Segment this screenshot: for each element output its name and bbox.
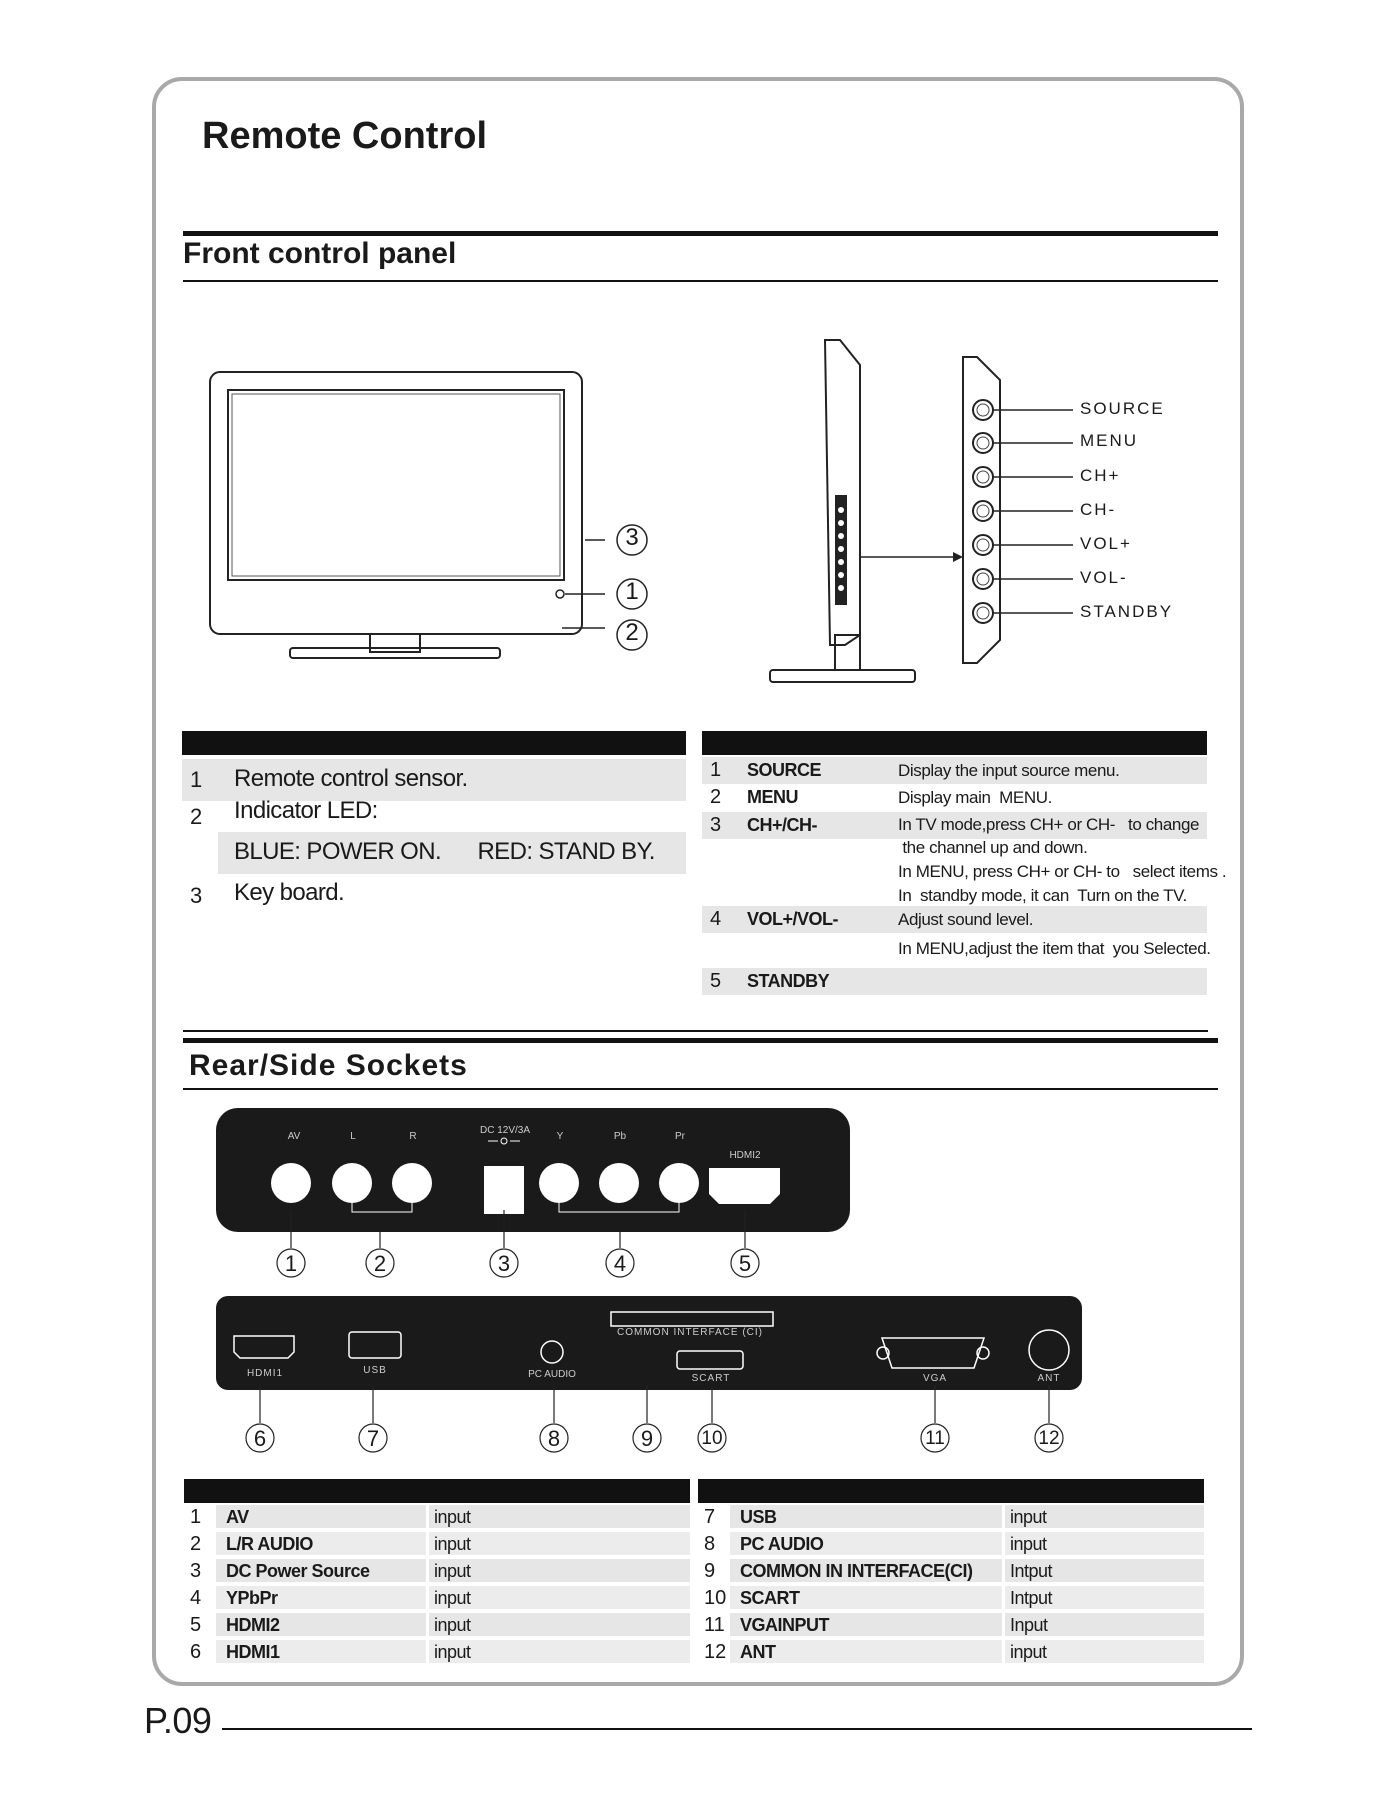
front-left-table-header	[182, 731, 686, 755]
section-rule-top	[183, 231, 1218, 236]
socket-name: HDMI2	[226, 1615, 280, 1635]
row-number: 12	[704, 1641, 727, 1663]
socket-type: Intput	[1010, 1588, 1053, 1608]
side-label-source: SOURCE	[1080, 399, 1165, 418]
socket-type: input	[1010, 1507, 1047, 1527]
cell-divider	[426, 1505, 429, 1528]
socket-type: input	[434, 1615, 471, 1635]
socket-type: input	[1010, 1534, 1047, 1554]
callout-2: 2	[625, 619, 639, 646]
socket-name: AV	[226, 1507, 249, 1527]
socket-name: VGAINPUT	[740, 1615, 830, 1635]
socket-name: ANT	[740, 1642, 776, 1662]
cell-divider	[426, 1586, 429, 1609]
socket-type: input	[434, 1534, 471, 1554]
row-number: 10	[704, 1587, 727, 1609]
cell-divider	[1002, 1640, 1005, 1663]
page-title: Remote Control	[202, 115, 487, 157]
rear-right-table-header	[698, 1479, 1204, 1503]
side-label-vol-plus: VOL+	[1080, 534, 1132, 553]
callout-3: 3	[625, 524, 639, 551]
row-number: 5	[190, 1614, 202, 1636]
row-number: 2	[190, 1533, 202, 1555]
cell-divider	[1002, 1559, 1005, 1582]
tv-side-illustration	[765, 335, 1035, 695]
cell-divider	[1002, 1532, 1005, 1555]
cell-divider	[426, 1640, 429, 1663]
row-number: 8	[704, 1533, 716, 1555]
socket-name: SCART	[740, 1588, 800, 1608]
socket-type: input	[434, 1507, 471, 1527]
socket-name: USB	[740, 1507, 777, 1527]
side-label-vol-minus: VOL-	[1080, 568, 1128, 587]
footer-rule	[222, 1728, 1252, 1730]
socket-name: L/R AUDIO	[226, 1534, 313, 1554]
table-row	[730, 1505, 1204, 1528]
cell-divider	[426, 1532, 429, 1555]
section-divider	[183, 1030, 1208, 1032]
front-panel-heading: Front control panel	[183, 237, 457, 270]
socket-type: Input	[1010, 1615, 1048, 1635]
socket-type: Intput	[1010, 1561, 1053, 1581]
section-rule-bottom	[183, 1088, 1218, 1090]
cell-divider	[426, 1559, 429, 1582]
row-number: 7	[704, 1506, 716, 1528]
side-label-standby: STANDBY	[1080, 602, 1174, 621]
rear-left-table-header	[184, 1479, 690, 1503]
socket-name: YPbPr	[226, 1588, 278, 1608]
cell-divider	[1002, 1613, 1005, 1636]
cell-divider	[426, 1613, 429, 1636]
socket-name: DC Power Source	[226, 1561, 370, 1581]
socket-name: PC AUDIO	[740, 1534, 824, 1554]
page-number: P.09	[144, 1700, 212, 1741]
row-number: 9	[704, 1560, 716, 1582]
side-label-ch-minus: CH-	[1080, 500, 1117, 519]
section-rule-top	[183, 1038, 1218, 1043]
row-number: 3	[190, 1560, 202, 1582]
callout-1: 1	[625, 578, 639, 605]
front-right-table-header	[702, 731, 1207, 755]
row-number: 6	[190, 1641, 202, 1663]
socket-type: input	[1010, 1642, 1047, 1662]
socket-type: input	[434, 1642, 471, 1662]
side-label-ch-plus: CH+	[1080, 466, 1121, 485]
rear-sockets-heading: Rear/Side Sockets	[189, 1049, 468, 1082]
socket-name: COMMON IN INTERFACE(CI)	[740, 1561, 973, 1581]
table-row	[730, 1586, 1204, 1609]
row-number: 4	[190, 1587, 202, 1609]
tv-front-illustration	[200, 360, 660, 660]
cell-divider	[1002, 1505, 1005, 1528]
socket-type: input	[434, 1588, 471, 1608]
row-number: 1	[190, 1506, 202, 1528]
socket-type: input	[434, 1561, 471, 1581]
side-label-menu: MENU	[1080, 431, 1139, 450]
table-row	[730, 1640, 1204, 1663]
side-button-leaders	[1035, 400, 1075, 630]
cell-divider	[1002, 1586, 1005, 1609]
section-rule-bottom	[183, 280, 1218, 282]
socket-name: HDMI1	[226, 1642, 280, 1662]
row-number: 11	[704, 1614, 725, 1636]
